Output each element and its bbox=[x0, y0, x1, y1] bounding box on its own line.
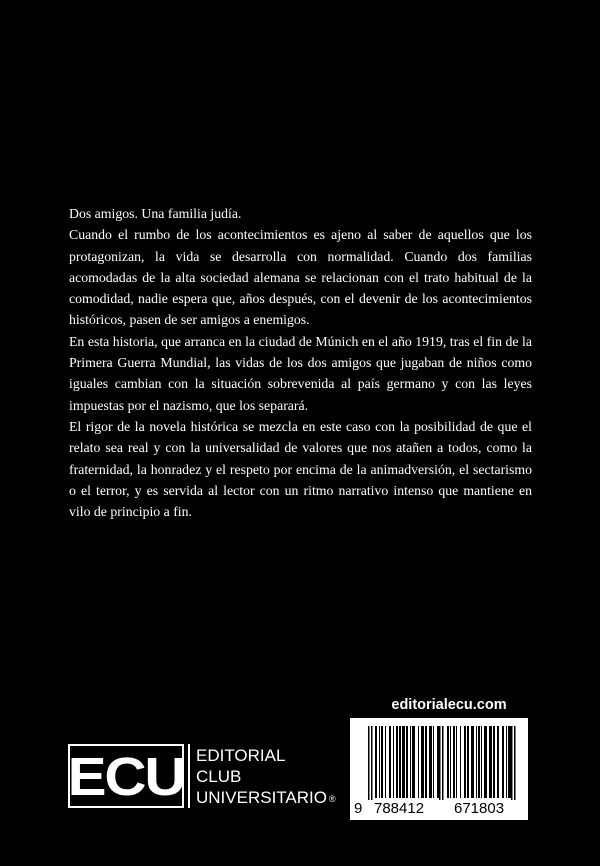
barcode-bar bbox=[406, 726, 408, 798]
barcode-bar bbox=[460, 726, 461, 798]
barcode-bar bbox=[421, 726, 424, 798]
barcode-bar bbox=[393, 726, 394, 798]
barcode-bar bbox=[389, 726, 391, 798]
barcode-bar bbox=[511, 726, 513, 800]
barcode-bar bbox=[497, 726, 499, 798]
barcode-number bbox=[350, 798, 528, 820]
barcode-bar bbox=[464, 726, 466, 798]
barcode-bar bbox=[514, 726, 516, 800]
barcode-bar bbox=[379, 726, 380, 798]
barcode-bar bbox=[484, 726, 487, 798]
barcode-bar bbox=[375, 726, 377, 798]
barcode-bar bbox=[368, 726, 370, 800]
publisher-name-line-3 bbox=[196, 788, 336, 809]
barcode-bar bbox=[508, 726, 511, 798]
barcode-bar bbox=[476, 726, 477, 798]
barcode-bar bbox=[385, 726, 386, 798]
barcode-bar bbox=[418, 726, 419, 798]
barcode-bar bbox=[442, 726, 444, 800]
publisher-website: editorialecu.com bbox=[391, 697, 507, 713]
publisher-name-line-3-text: UNIVERSITARIO bbox=[196, 788, 327, 807]
barcode-bar bbox=[481, 726, 482, 798]
barcode-bar bbox=[453, 726, 455, 798]
barcode-bar bbox=[396, 726, 398, 798]
barcode-bar bbox=[425, 726, 427, 798]
blurb-paragraph: En esta historia, que arranca en la ciudad de Múnich en el año 1919, tras el fin de la Primera Guerra Mundial, las vidas de los dos amigos que jugaban de niños como iguales cambian con la situación sobrevenida al país germano y con las leyes impuestas por el nazismo, que los separará. bbox=[69, 333, 532, 413]
barcode-bar bbox=[381, 726, 383, 798]
barcode-bar bbox=[399, 726, 401, 798]
barcode-bar bbox=[439, 726, 441, 800]
blurb-tagline: Dos amigos. Una familia judía. bbox=[69, 206, 242, 221]
barcode-bar bbox=[410, 726, 411, 798]
logo-text: ECU bbox=[67, 747, 185, 807]
barcode-bar bbox=[437, 726, 439, 798]
barcode-bar bbox=[450, 726, 451, 798]
barcode-first-digit: 9 bbox=[354, 800, 363, 817]
barcode-bar bbox=[371, 726, 373, 800]
barcode-bar bbox=[412, 726, 415, 798]
barcode-bar bbox=[402, 726, 405, 798]
barcode-bar bbox=[456, 726, 457, 798]
barcode-bar bbox=[467, 726, 469, 798]
blurb-paragraph: El rigor de la novela histórica se mezcla en este caso con la posibilidad de que el relato sea real y con la universalidad de valores que nos atañen a todos, como la fraternidad, la honradez y el respeto por encima de la animadversión, el sectarismo o el terror, y es servida al lector con un ritmo narrativo intenso que mantiene en vilo de principio a fin. bbox=[69, 418, 532, 520]
barcode-bar bbox=[433, 726, 434, 798]
barcode-group-1: 788412 bbox=[374, 800, 425, 817]
barcode-group-2: 671803 bbox=[454, 800, 505, 817]
barcode-bars bbox=[350, 718, 528, 800]
isbn-barcode bbox=[350, 718, 528, 820]
barcode-bar bbox=[447, 726, 449, 798]
publisher-name-line-2: CLUB bbox=[196, 767, 242, 786]
barcode-bar bbox=[429, 726, 432, 798]
ecu-logo bbox=[68, 744, 184, 808]
blurb-paragraph: Cuando el rumbo de los acontecimientos es ajeno al saber de aquellos que los protagonizan, la vida se desarrolla con normalidad. Cuando dos familias acomodadas de la alta sociedad alemana se relacionan con el trato habitual de la comodidad, nadie espera que, años después, con el devenir de los acontecimientos históricos, pasen de ser amigos a enemigos. bbox=[69, 227, 532, 328]
back-cover-blurb bbox=[69, 203, 532, 522]
barcode-bar bbox=[478, 726, 480, 798]
registered-mark: ® bbox=[328, 793, 336, 804]
barcode-bar bbox=[471, 726, 474, 798]
barcode-bar bbox=[502, 726, 504, 798]
barcode-bar bbox=[489, 726, 492, 798]
logo-divider bbox=[188, 744, 190, 808]
barcode-bar bbox=[493, 726, 495, 798]
barcode-bar bbox=[506, 726, 507, 798]
publisher-name-line-1: EDITORIAL bbox=[196, 746, 286, 765]
